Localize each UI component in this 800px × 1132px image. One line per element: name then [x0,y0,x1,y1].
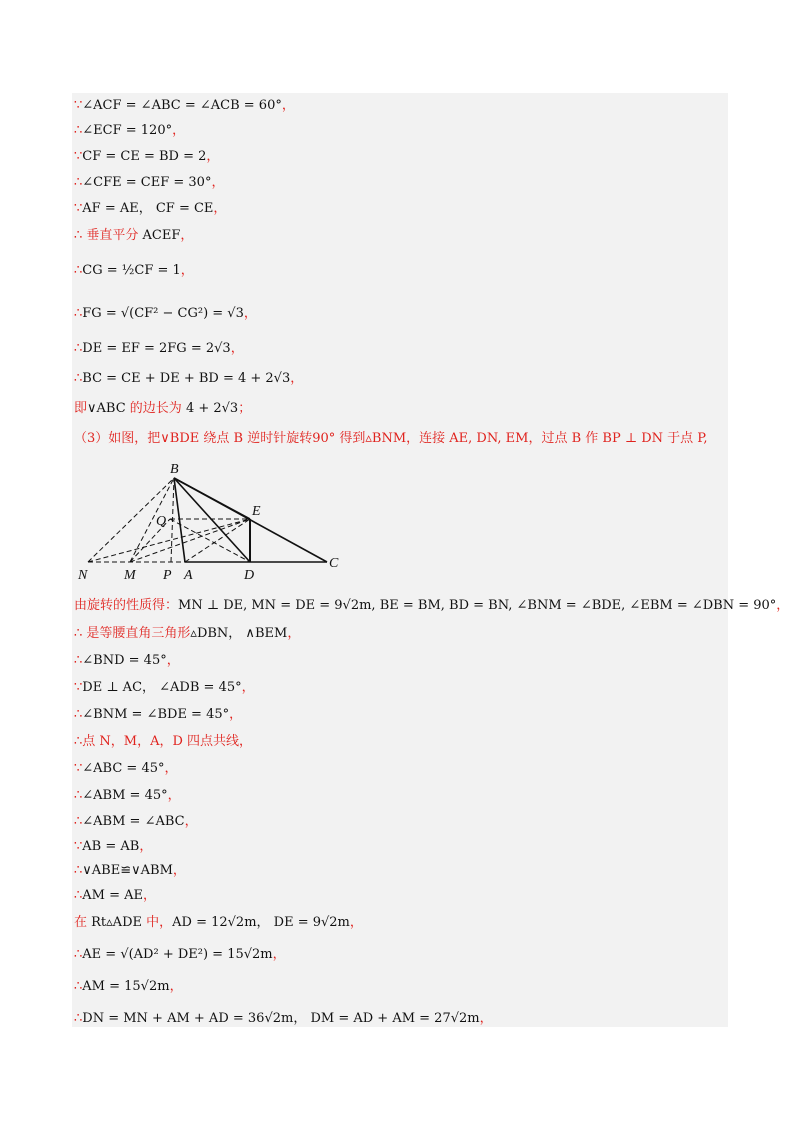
line-sym: ∴ [74,306,83,321]
line-tail: ， [164,761,178,776]
solution-line [74,862,186,880]
solution-line [74,262,194,280]
line-math: ∠ECF = 120° [82,123,173,138]
line-math: CF = CE = BD = 2 [82,149,207,164]
line-sym: ∴ [74,341,83,356]
solution-line [74,733,252,751]
line-sym: ∵ [74,680,83,695]
label-D: D [244,568,255,583]
geometry-figure [74,458,364,584]
label-P: P [163,568,172,583]
solution-line [74,946,286,964]
line-red2: 的边长为 [125,401,186,416]
line-math: DE = EF = 2FG = 2√3 [82,341,231,356]
line-math: AF = AE， CF = CE [82,201,214,216]
label-Q: Q [156,514,167,529]
line-math2: AD = 12√2m， DE = 9√2m [172,915,350,930]
line-sym: ∴ [74,707,83,722]
line-sym: ∴ [74,263,83,278]
line-sym: ∴ [74,228,83,243]
line-tail: ， [167,788,181,803]
solution-line [74,813,198,831]
line-math: MN ⊥ DE, MN = DE = 9√2m, BE = BM, BD = BN, ∠BNM = ∠BDE, ∠EBM = ∠DBN = 90° [178,598,777,613]
line-math: ▵DBN， ∧BEM [190,626,288,641]
line-math: DE ⊥ AC， ∠ADB = 45° [82,680,242,695]
line-math: AM = 15√2m [82,979,170,994]
seg-ME [130,519,250,562]
line-math: ∠CFE = CEF = 30° [82,175,212,190]
solution-line [74,400,251,418]
solution-line [74,200,226,218]
label-N: N [78,568,88,583]
line-tail: ， [272,947,286,962]
solution-line [74,652,180,670]
line-sym: ∵ [74,761,83,776]
line-tail: ， [479,1011,493,1026]
solution-line [74,597,789,615]
line-red: 在 [74,915,92,930]
solution-line [74,978,183,996]
line-sym: ∴ [74,888,83,903]
line-math: ∠ABC = 45° [82,761,165,776]
solution-line [74,625,300,643]
line-tail: ， [241,680,255,695]
line-sym: ∴ [74,979,83,994]
seg-NE [88,519,250,562]
line-sym: ∵ [74,201,83,216]
line-tail: ， [349,915,363,930]
line-tail: ， [243,306,257,321]
solution-line [74,679,255,697]
solution-line [74,305,257,323]
line-tail: ， [230,341,244,356]
line-math: ∠ABM = 45° [82,788,168,803]
line-red: 垂直平分 [82,228,143,243]
line-sym: ∴ [74,863,83,878]
part3-statement: （3）如图，把∨BDE 绕点 B 逆时针旋转90° 得到▵BNM，连接 AE, DN, EM，过点 B 作 BP ⊥ DN 于点 P, [74,431,708,446]
line-math2: 4 + 2√3 [185,401,239,416]
line-math: ∠ABM = ∠ABC [82,814,185,829]
line-tail: ， [169,979,183,994]
line-math: AM = AE [82,888,144,903]
label-M: M [124,568,136,583]
line-tail: ， [290,371,304,386]
label-A: A [184,568,193,583]
line-tail: ， [281,98,295,113]
line-math: ∠ACF = ∠ABC = ∠ACB = 60° [82,98,282,113]
line-tail: ， [172,123,186,138]
solution-line [74,838,152,856]
seg-BE [174,478,250,519]
line-math: FG = √(CF² − CG²) = √3 [82,306,244,321]
line-tail: ， [206,149,220,164]
line-tail: ， [776,598,790,613]
solution-line [74,914,363,932]
line-red: 由旋转的性质得： [74,598,179,613]
solution-line [74,706,242,724]
line-tail: ； [238,401,252,416]
line-tail: ， [239,734,253,749]
line-tail: ， [213,201,227,216]
line-sym: ∴ [74,371,83,386]
line-red: 即 [74,401,88,416]
line-tail: ， [180,263,194,278]
line-sym: ∴ [74,175,83,190]
line-sym: ∴ [74,626,83,641]
solution-line [74,887,156,905]
line-tail: ， [172,863,186,878]
line-tail: ， [184,814,198,829]
line-math: ∠BNM = ∠BDE = 45° [82,707,230,722]
line-math: AC [142,228,162,243]
line-tail: ， [229,707,243,722]
seg-BA [174,478,185,562]
line-tail: ， [287,626,301,641]
line-tail: ， [143,888,157,903]
line-math: Rt▵ADE [91,915,142,930]
line-sym: ∴ [74,123,83,138]
solution-line [74,787,181,805]
solution-line [74,174,224,192]
line-sym: ∴ [74,734,83,749]
line-math2: EF [161,228,181,243]
line-tail: ， [139,839,153,854]
line-sym: ∵ [74,839,83,854]
solution-line [74,97,295,115]
line-math: ∠BND = 45° [82,653,167,668]
line-math: AE = √(AD² + DE²) = 15√2m [82,947,273,962]
line-red2: 中， [141,915,173,930]
line-sym: ∴ [74,788,83,803]
line-math: ∨ABE≌∨ABM [82,863,173,878]
solution-line [74,227,193,245]
line-math: AB = AB [82,839,140,854]
line-red: 是等腰直角三角形 [82,626,191,641]
line-sym: ∵ [74,149,83,164]
line-math: ∨ABC [87,401,126,416]
line-math: BC = CE + DE + BD = 4 + 2√3 [82,371,291,386]
solution-line [74,340,244,358]
label-E: E [252,504,261,519]
solution-line [74,370,303,388]
line-math: DN = MN + AM + AD = 36√2m， DM = AD + AM = 27√2m [82,1011,480,1026]
line-sym: ∴ [74,653,83,668]
label-C: C [329,556,339,571]
line-sym: ∴ [74,814,83,829]
solution-line [74,148,219,166]
line-tail: ， [180,228,194,243]
solution-line [74,122,185,140]
line-red: 点 N，M，A，D 四点共线 [82,734,240,749]
line-sym: ∴ [74,1011,83,1026]
line-sym: ∴ [74,947,83,962]
label-B: B [170,462,179,477]
line-tail: ， [166,653,180,668]
line-sym: ∵ [74,98,83,113]
line-tail: ， [211,175,225,190]
seg-BD [174,478,250,562]
solution-line [74,1010,493,1028]
solution-line [74,760,178,778]
line-math: CG = ½CF = 1 [82,263,181,278]
